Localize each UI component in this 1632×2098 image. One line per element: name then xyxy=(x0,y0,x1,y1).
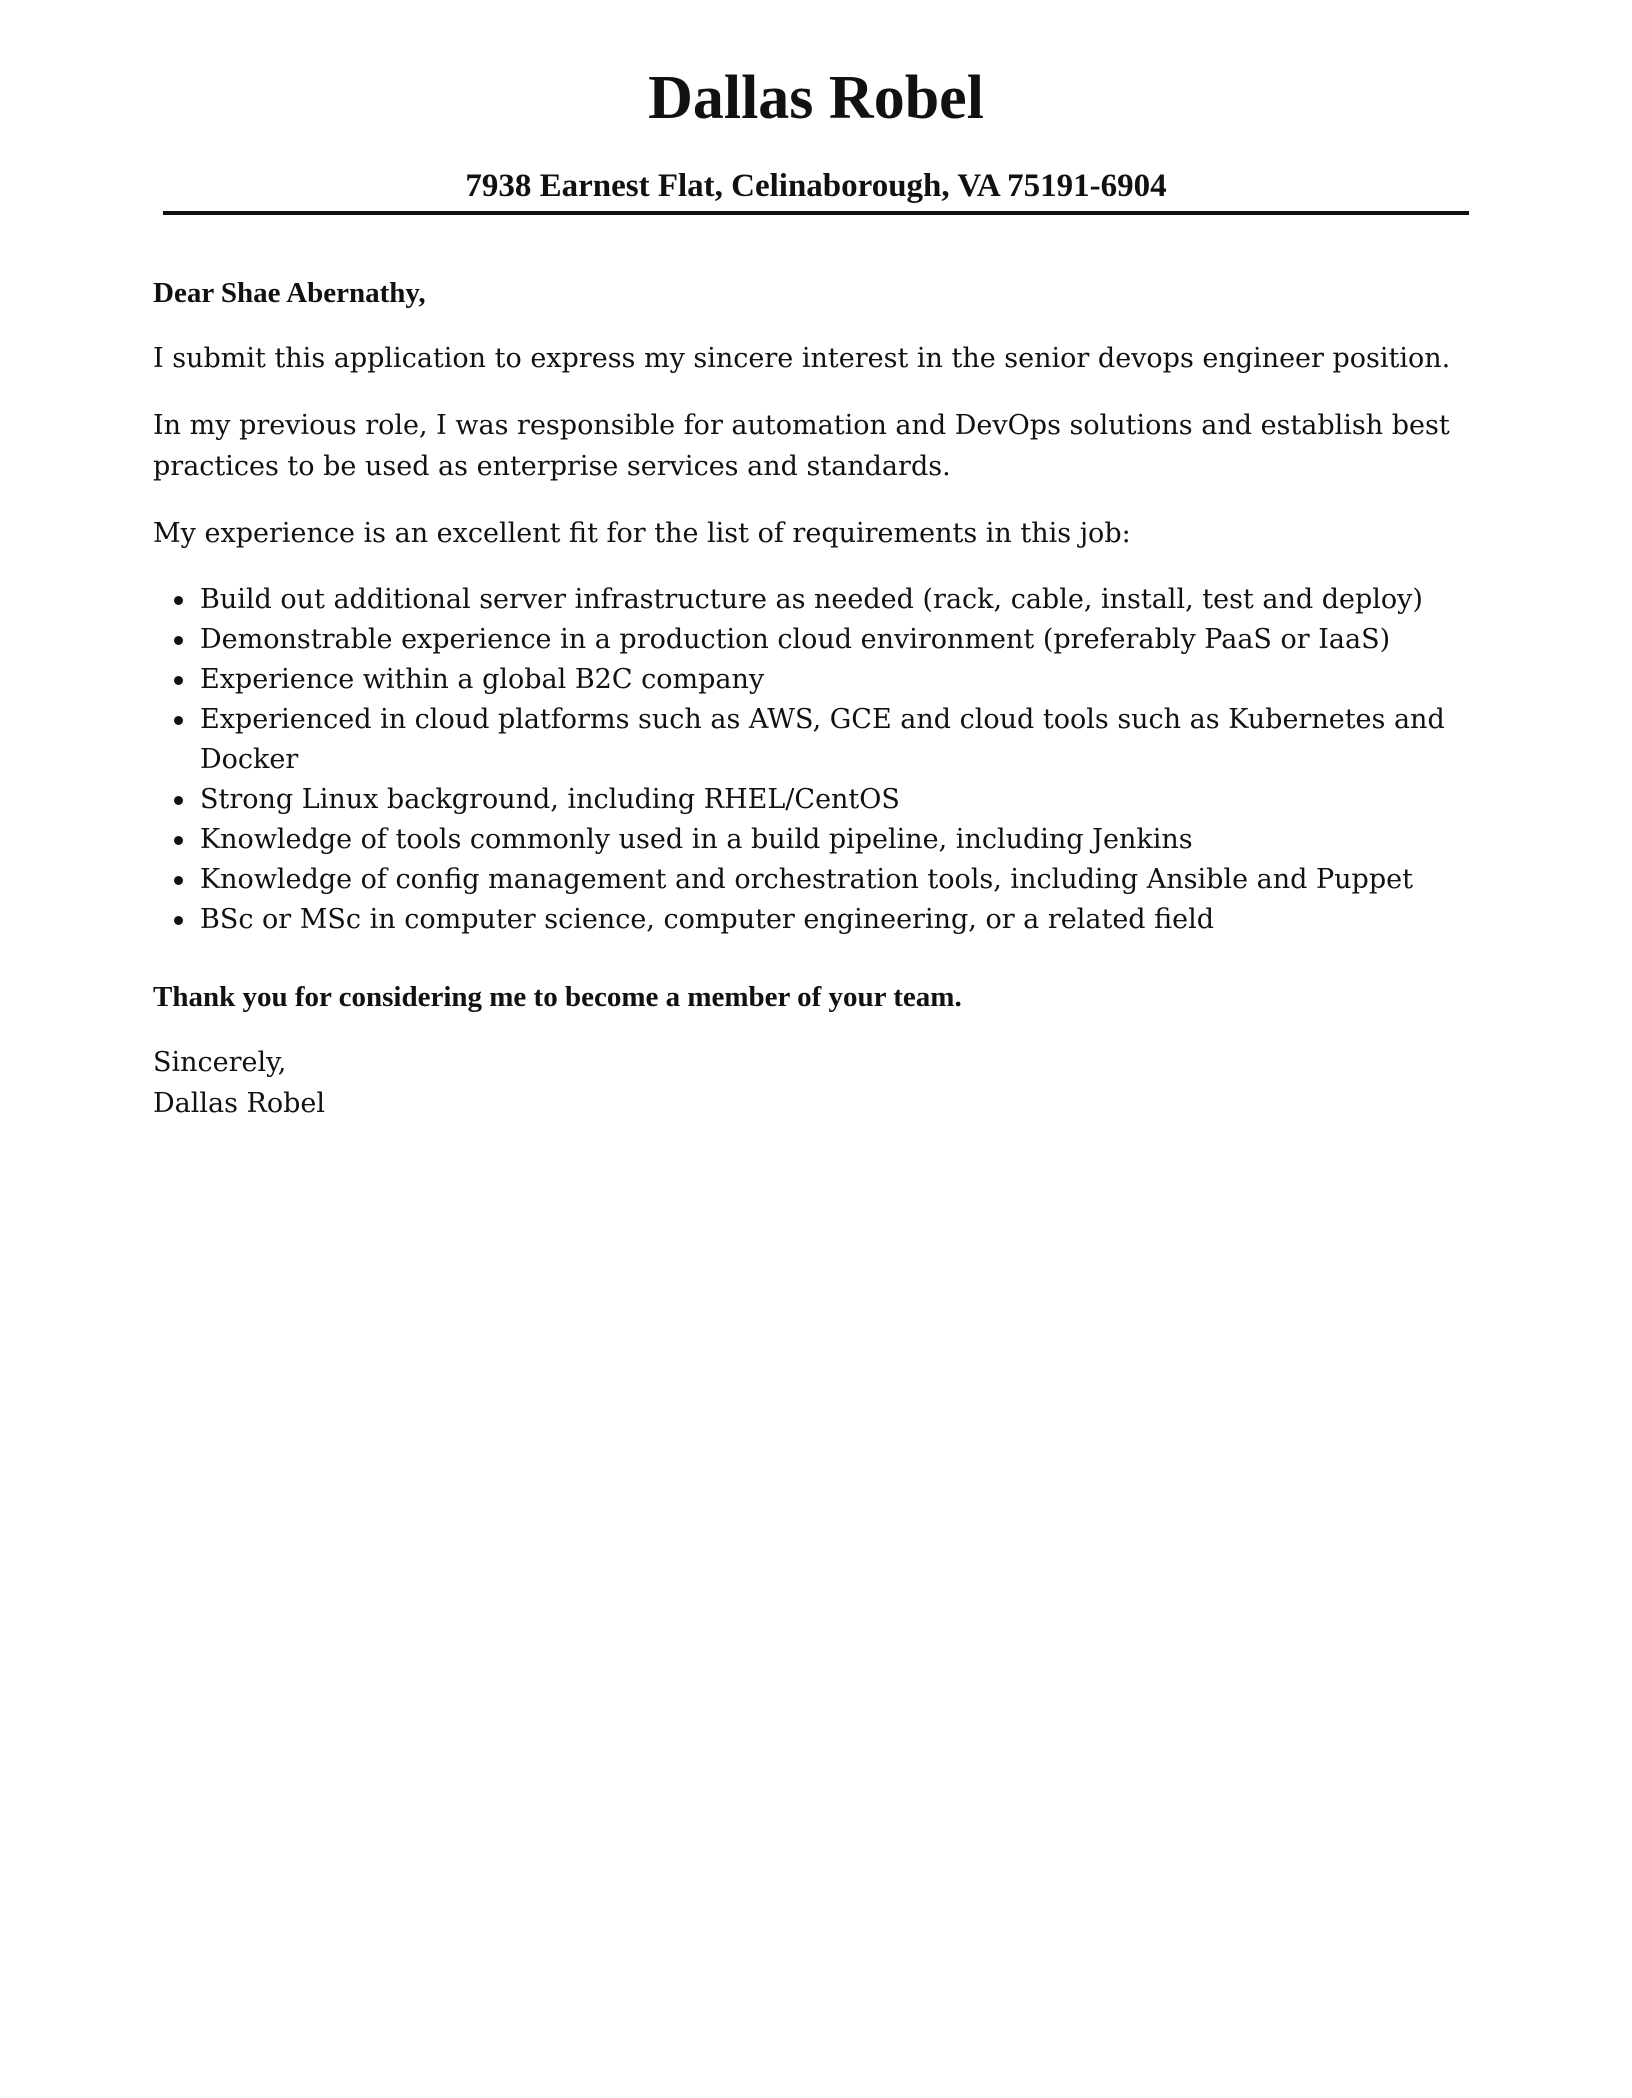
list-item: Experienced in cloud platforms such as AWS, GCE and cloud tools such as Kubernetes and Docker xyxy=(200,700,1483,780)
signature-block xyxy=(153,1042,1483,1124)
experience-paragraph: In my previous role, I was responsible for automation and DevOps solutions and establish best practices to be used as enterprise services and standards. xyxy=(153,410,1450,482)
sender-address: 7938 Earnest Flat, Celinaborough, VA 75191-6904 xyxy=(465,168,1167,204)
header-divider xyxy=(163,211,1469,215)
signature-name: Dallas Robel xyxy=(153,1088,326,1119)
letter-body xyxy=(153,272,1483,1124)
closing-statement: Thank you for considering me to become a member of your team. xyxy=(153,981,962,1013)
list-item: Demonstrable experience in a production cloud environment (preferably PaaS or IaaS) xyxy=(200,620,1483,660)
list-item: Strong Linux background, including RHEL/CentOS xyxy=(200,780,1483,820)
list-item: Knowledge of tools commonly used in a build pipeline, including Jenkins xyxy=(200,820,1483,860)
requirements-intro: My experience is an excellent fit for the list of requirements in this job: xyxy=(153,518,1131,549)
signoff: Sincerely, xyxy=(153,1047,287,1078)
list-item: Knowledge of config management and orchestration tools, including Ansible and Puppet xyxy=(200,860,1483,900)
intro-paragraph: I submit this application to express my sincere interest in the senior devops engineer position. xyxy=(153,343,1451,374)
requirements-list xyxy=(153,580,1483,940)
list-item: Build out additional server infrastructure as needed (rack, cable, install, test and deploy) xyxy=(200,580,1483,620)
list-item: Experience within a global B2C company xyxy=(200,660,1483,700)
list-item: BSc or MSc in computer science, computer engineering, or a related field xyxy=(200,900,1483,940)
sender-name: Dallas Robel xyxy=(648,64,984,132)
salutation: Dear Shae Abernathy, xyxy=(153,277,426,309)
